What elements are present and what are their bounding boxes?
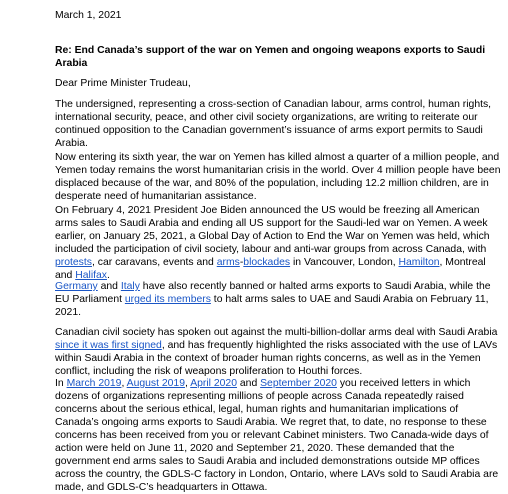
text-span: to halt arms sales to UAE and Saudi Arabia on February 11, 2021. (55, 294, 489, 318)
text-span: and (237, 378, 261, 389)
paragraph-civil-society (55, 326, 503, 378)
paragraph-us-freeze (55, 204, 503, 282)
salutation: Dear Prime Minister Trudeau, (55, 78, 191, 89)
text-span: in Vancouver, London, (290, 257, 399, 268)
paragraph-previous-letters (55, 377, 503, 494)
paragraph-humanitarian-crisis: Now entering its sixth year, the war on Yemen has killed almost a quarter of a million people, and Yemen today remains the worst humanitarian crisis in the world. Over 4 million people have been displaced because of the war, and 80% of the population, including 12.2 million children, are in desperate need of humanitarian assistance. (55, 152, 501, 202)
text-span: - (239, 257, 244, 268)
link-halifax[interactable]: Halifax (75, 270, 107, 281)
link-hamilton[interactable]: Hamilton (398, 257, 440, 268)
text-span: , (121, 378, 127, 389)
link-germany[interactable]: Germany (55, 281, 98, 292)
letter-date: March 1, 2021 (55, 10, 122, 21)
paragraph-eu-bans (55, 280, 503, 319)
link-september-2020[interactable]: September 2020 (260, 378, 337, 389)
link-april-2020[interactable]: April 2020 (190, 378, 237, 389)
text-span: and (97, 281, 121, 292)
link-blockades[interactable]: blockades (243, 257, 291, 268)
text-span: Canadian civil society has spoken out against the multi-billion-dollar arms deal with Saudi Arabia (55, 327, 498, 338)
text-span: , car caravans, events and (91, 257, 217, 268)
text-span: On February 4, 2021 President Joe Biden announced the US would be freezing all American arms sales to Saudi Arabia and ending all US support for the Saudi-led war on Yemen. A week earlier, on January 25, 2021, a Global Day of Action to End the War on Yemen was held, which included the participation of civil society, labour and anti-war groups from across Canada, with (55, 205, 490, 255)
link-march-2019[interactable]: March 2019 (66, 378, 122, 389)
link-august-2019[interactable]: August 2019 (126, 378, 185, 389)
link-urged-members[interactable]: urged its members (124, 294, 211, 305)
paragraph-intro: The undersigned, representing a cross-section of Canadian labour, arms control, human rights, international security, peace, and other civil society organizations, are writing to reiterate our continued opposition to the Canadian government’s issuance of arms export permits to Saudi Arabia. (55, 99, 492, 149)
link-italy[interactable]: Italy (120, 281, 140, 292)
text-span: . (107, 270, 110, 281)
text-span: , and has frequently highlighted the risks associated with the use of LAVs within Saudi Arabia in the context of broader human rights concerns, as well as in the Yemen conflict, including the risk of weapons proliferation to Houthi forces. (55, 340, 498, 377)
text-span: have also recently banned or halted arms exports to Saudi Arabia, while the EU Parliament (55, 281, 491, 305)
text-span: In (55, 378, 67, 389)
letter-subject: Re: End Canada’s support of the war on Yemen and ongoing weapons exports to Saudi Arabia (55, 45, 486, 69)
link-protests[interactable]: protests (55, 257, 92, 268)
text-span: , (185, 378, 191, 389)
text-span: , Montreal and (55, 257, 486, 281)
text-span: you received letters in which dozens of organizations representing millions of people across Canada repeatedly raised concerns about the serious ethical, legal, human rights and humanitarian implications of Canada’s ongoing arms exports to Saudi Arabia. We regret that, to date, no response to these concerns has been received from you or relevant Cabinet ministers. Two Canada-wide days of action were held on June 11, 2020 and September 21, 2020. These demanded that the government end arms sales to Saudi Arabia and included demonstrations outside MP offices across the country, the GDLS-C factory in London, Ontario, where LAVs sold to Saudi Arabia are made, and GDLS-C’s headquarters in Ottawa. (55, 378, 499, 493)
link-first-signed[interactable]: since it was first signed (55, 340, 162, 351)
link-arms[interactable]: arms (216, 257, 240, 268)
